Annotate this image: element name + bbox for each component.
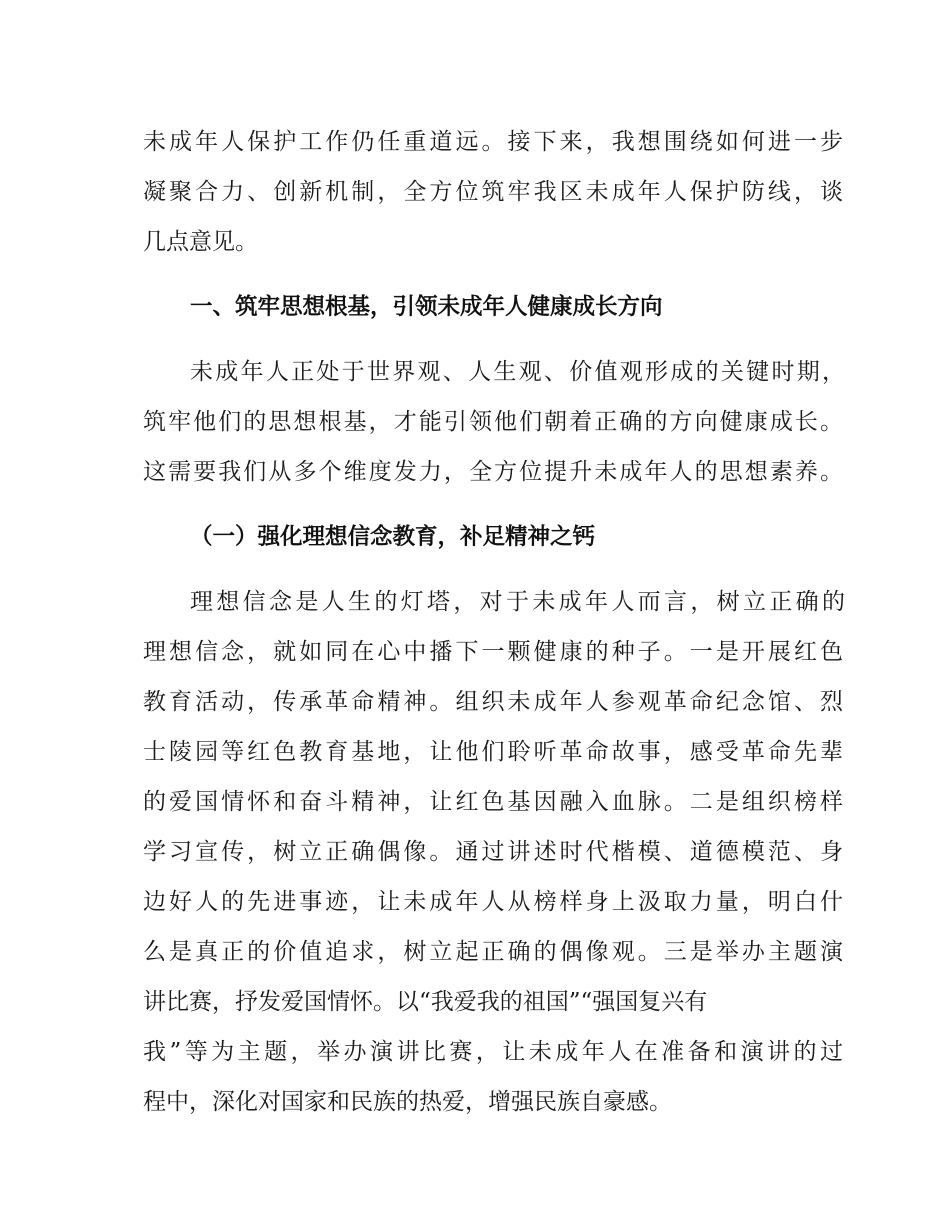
paragraph-line: 未成年人正处于世界观、人生观、价值观形成的关键时期， — [190, 359, 845, 385]
paragraph-line: 凝聚合力、创新机制，全方位筑牢我区未成年人保护防线，谈 — [143, 179, 843, 205]
paragraph-line: 这需要我们从多个维度发力，全方位提升未成年人的思想素养。 — [143, 459, 843, 485]
paragraph-line: 未成年人保护工作仍任重道远。接下来，我想围绕如何进一步 — [143, 129, 843, 155]
paragraph-line: 理想信念是人生的灯塔，对于未成年人而言，树立正确的 — [190, 589, 845, 615]
paragraph-line: 教育活动，传承革命精神。组织未成年人参观革命纪念馆、烈 — [143, 689, 843, 715]
paragraph-line: 我”等为主题，举办演讲比赛，让未成年人在准备和演讲的过 — [143, 1039, 843, 1065]
paragraph-line: 边好人的先进事迹，让未成年人从榜样身上汲取力量，明白什 — [143, 889, 843, 915]
section-heading: 一、筑牢思想根基，引领未成年人健康成长方向 — [190, 294, 663, 320]
subsection-heading: （一）强化理想信念教育，补足精神之钙 — [190, 524, 596, 550]
paragraph-line: 学习宣传，树立正确偶像。通过讲述时代楷模、道德模范、身 — [143, 839, 843, 865]
paragraph-line: 几点意见。 — [143, 229, 258, 255]
paragraph-line: 筑牢他们的思想根基，才能引领他们朝着正确的方向健康成长。 — [143, 409, 843, 435]
paragraph-line: 士陵园等红色教育基地，让他们聆听革命故事，感受革命先辈 — [143, 739, 843, 765]
paragraph-line: 么是真正的价值追求，树立起正确的偶像观。三是举办主题演 — [143, 939, 843, 965]
paragraph-line: 讲比赛，抒发爱国情怀。以“我爱我的祖国”“强国复兴有 — [143, 989, 708, 1015]
paragraph-line: 程中，深化对国家和民族的热爱，增强民族自豪感。 — [143, 1089, 672, 1115]
paragraph-line: 的爱国情怀和奋斗精神，让红色基因融入血脉。二是组织榜样 — [143, 789, 843, 815]
paragraph-line: 理想信念，就如同在心中播下一颗健康的种子。一是开展红色 — [143, 639, 843, 665]
